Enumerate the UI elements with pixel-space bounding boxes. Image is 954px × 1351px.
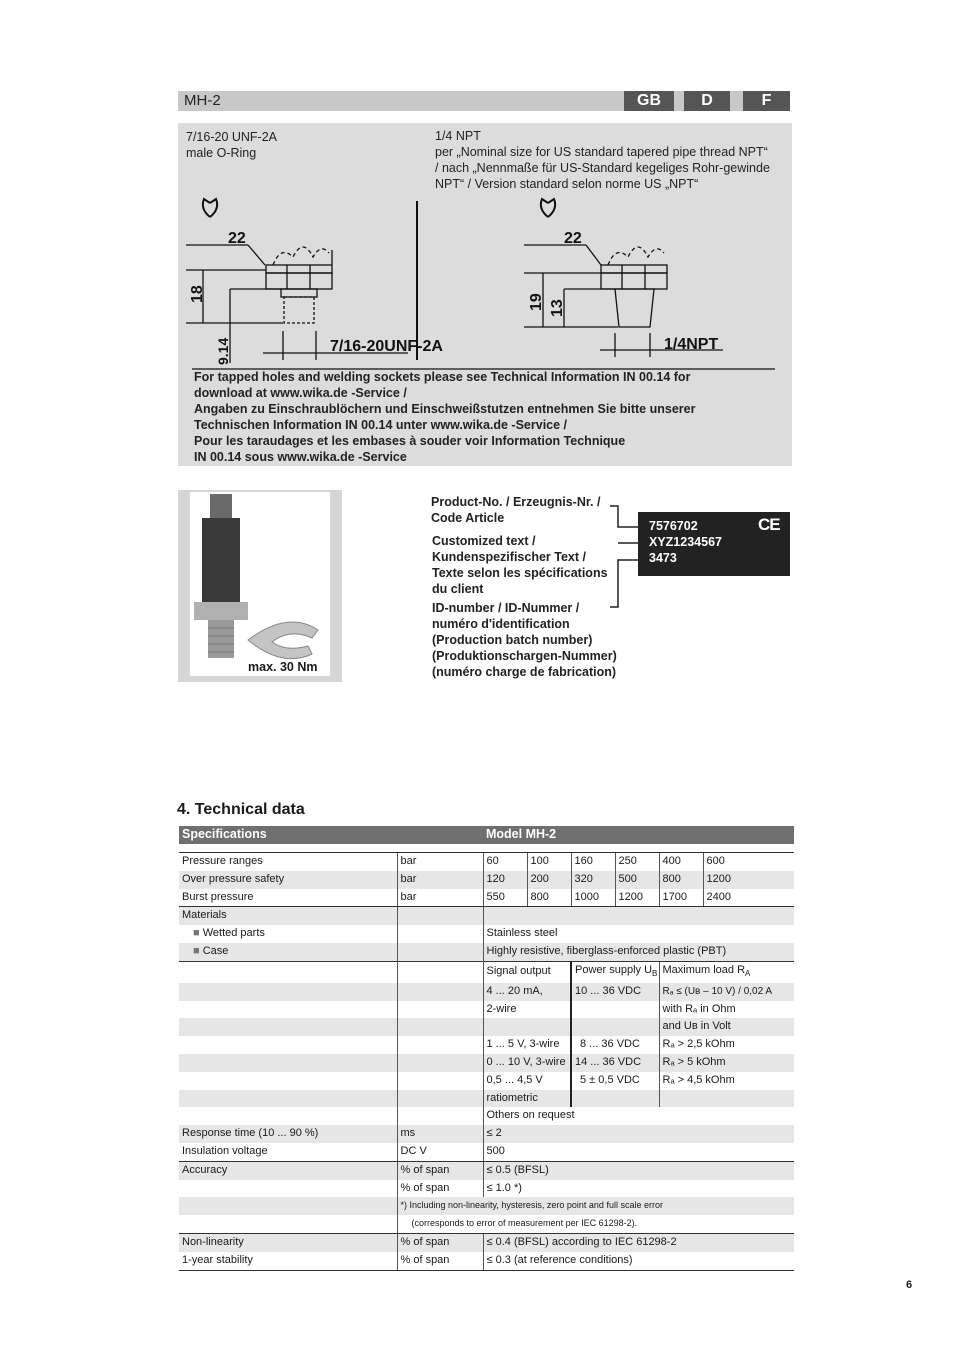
cell: ≤ 0.3 (at reference conditions) — [483, 1252, 794, 1270]
left-thread-length-dim: 9.14 — [215, 337, 231, 365]
page-number: 6 — [906, 1279, 913, 1291]
right-connection-line: NPT“ / Version standard selon norme US „NPT“ — [435, 177, 699, 191]
table-row — [179, 853, 794, 871]
table-row — [179, 1233, 794, 1251]
lang-tab-gb[interactable]: GB — [624, 91, 674, 111]
cell: 60 — [483, 853, 527, 871]
table-row — [179, 961, 794, 982]
row-label: Over pressure safety — [179, 871, 397, 889]
callout-line: (numéro charge de fabrication) — [432, 665, 617, 679]
cell: 8 ... 36 VDC — [571, 1036, 659, 1054]
callout-line: Customized text / — [432, 534, 536, 548]
row-label: Response time (10 ... 90 %) — [179, 1125, 397, 1143]
signal-output-header: Signal output — [483, 961, 571, 982]
cell — [571, 1090, 659, 1108]
table-row — [179, 907, 794, 925]
left-connection-line: male O-Ring — [186, 146, 257, 160]
cell — [571, 1018, 659, 1036]
right-connection-text — [435, 128, 770, 192]
page-title: MH-2 — [184, 92, 221, 109]
cell: Rₐ > 4,5 kOhm — [659, 1072, 794, 1090]
callout-line: Product-No. / Erzeugnis-Nr. / — [431, 495, 601, 509]
power-supply-header — [571, 961, 659, 982]
cell: 320 — [571, 871, 615, 889]
table-row — [179, 1215, 794, 1233]
cell: 1200 — [615, 889, 659, 907]
label-id-number: 3473 — [649, 551, 677, 565]
section-title: 4. Technical data — [177, 801, 305, 818]
right-thread-length-dim: 13 — [549, 299, 566, 317]
left-connection-line: 7/16-20 UNF-2A — [186, 130, 278, 144]
left-connection-text — [186, 129, 277, 161]
callout-customized-text — [432, 533, 608, 597]
row-label: Accuracy — [179, 1161, 397, 1179]
cell: 2-wire — [483, 1001, 571, 1019]
callout-leader-lines — [608, 500, 640, 612]
cell: Others on request — [483, 1107, 794, 1125]
power-supply-header-text: Power supply U — [575, 963, 653, 976]
cell: ≤ 0.4 (BFSL) according to IEC 61298-2 — [483, 1233, 794, 1251]
table-row — [179, 1197, 794, 1215]
cell: 550 — [483, 889, 527, 907]
row-label: ■ Case — [179, 943, 397, 961]
footnote: (corresponds to error of measurement per IEC 61298-2). — [397, 1215, 794, 1233]
row-label: Insulation voltage — [179, 1143, 397, 1161]
row-label: Pressure ranges — [179, 853, 397, 871]
table-header-row — [179, 826, 794, 844]
cell: Rₐ > 2,5 kOhm — [659, 1036, 794, 1054]
table-row — [179, 983, 794, 1001]
max-load-header-text: Maximum load R — [662, 963, 746, 976]
row-unit: % of span — [397, 1252, 483, 1270]
table-row — [179, 943, 794, 961]
right-height-dim: 19 — [528, 293, 545, 311]
note-line: Angaben zu Einschraublöchern und Einschweißstutzen entnehmen Sie bitte unserer — [194, 402, 696, 416]
note-line: For tapped holes and welding sockets please see Technical Information IN 00.14 for — [194, 370, 691, 384]
callout-line: (Produktionschargen-Nummer) — [432, 649, 617, 663]
table-row — [179, 1018, 794, 1036]
cell: 4 ... 20 mA, — [483, 983, 571, 1001]
right-connection-line: 1/4 NPT — [435, 129, 481, 143]
tapped-holes-note — [194, 369, 695, 465]
cell: Rₐ ≤ (Uʙ – 10 V) / 0,02 A — [659, 983, 794, 1001]
table-row — [179, 889, 794, 907]
header-model: Model MH-2 — [483, 826, 794, 844]
specifications-table — [179, 826, 794, 1271]
max-load-header — [659, 961, 794, 982]
cell: 10 ... 36 VDC — [571, 983, 659, 1001]
callout-id-number — [432, 600, 617, 680]
cell: 1200 — [703, 871, 794, 889]
right-wrench-size: 22 — [564, 230, 582, 247]
left-thread-label: 7/16-20UNF-2A — [330, 338, 443, 355]
cell: 14 ... 36 VDC — [571, 1054, 659, 1072]
cell: ≤ 1.0 *) — [483, 1180, 794, 1198]
table-row — [179, 1180, 794, 1198]
cell: 120 — [483, 871, 527, 889]
cell: 800 — [527, 889, 571, 907]
left-wrench-size: 22 — [228, 230, 246, 247]
table-row — [179, 1054, 794, 1072]
row-label: ■ Wetted parts — [193, 927, 265, 940]
callout-line: Texte selon les spécifications — [432, 566, 608, 580]
footnote: *) Including non-linearity, hysteresis, zero point and full scale error — [397, 1197, 794, 1215]
cell: Stainless steel — [483, 925, 794, 943]
cell: 400 — [659, 853, 703, 871]
cell: 1700 — [659, 889, 703, 907]
row-unit: % of span — [397, 1233, 483, 1251]
label-customized-text: XYZ1234567 — [649, 535, 722, 549]
cell: 800 — [659, 871, 703, 889]
row-unit: % of span — [397, 1161, 483, 1179]
product-label-text — [649, 518, 722, 566]
callout-product-no — [431, 494, 600, 526]
callout-line: ID-number / ID-Nummer / — [432, 601, 580, 615]
cell: and Uʙ in Volt — [659, 1018, 794, 1036]
ce-mark-icon: CE — [758, 515, 780, 534]
callout-line: numéro d'identification — [432, 617, 570, 631]
cell: 2400 — [703, 889, 794, 907]
lang-tab-f[interactable]: F — [743, 91, 790, 111]
cell — [483, 1018, 571, 1036]
cell: 1 ... 5 V, 3-wire — [483, 1036, 571, 1054]
right-thread-label: 1/4NPT — [664, 336, 719, 353]
row-label: 1-year stability — [179, 1252, 397, 1270]
cell: 0 ... 10 V, 3-wire — [483, 1054, 571, 1072]
row-label-text: Wetted parts — [202, 927, 265, 940]
cell: Highly resistive, fiberglass-enforced plastic (PBT) — [483, 943, 794, 961]
table-row — [179, 1143, 794, 1161]
cell: 100 — [527, 853, 571, 871]
row-label: Materials — [179, 907, 397, 925]
cell — [571, 1001, 659, 1019]
cell: 250 — [615, 853, 659, 871]
cell: with Rₐ in Ohm — [659, 1001, 794, 1019]
cell: 500 — [483, 1143, 794, 1161]
cell: Rₐ > 5 kOhm — [659, 1054, 794, 1072]
lang-tab-d[interactable]: D — [684, 91, 730, 111]
table-row — [179, 1161, 794, 1179]
callout-line: (Production batch number) — [432, 633, 593, 647]
table-row — [179, 1252, 794, 1270]
torque-label: max. 30 Nm — [248, 660, 318, 674]
max-load-subscript: A — [745, 968, 751, 978]
table-row — [179, 925, 794, 943]
right-connection-line: / nach „Nennmaße für US-Standard kegeliges Rohr-gewinde — [435, 161, 770, 175]
cell: ≤ 2 — [483, 1125, 794, 1143]
cell: 500 — [615, 871, 659, 889]
right-connection-line: per „Nominal size for US standard tapered pipe thread NPT“ — [435, 145, 768, 159]
cell: 600 — [703, 853, 794, 871]
note-line: download at www.wika.de -Service / — [194, 386, 407, 400]
row-unit: bar — [397, 853, 483, 871]
header-specifications: Specifications — [179, 826, 483, 844]
label-product-no: 7576702 — [649, 519, 698, 533]
cell: 200 — [527, 871, 571, 889]
table-row — [179, 1072, 794, 1090]
table-row — [179, 1001, 794, 1019]
row-label: Burst pressure — [179, 889, 397, 907]
table-row — [179, 1125, 794, 1143]
power-supply-subscript: B — [652, 968, 658, 978]
note-line: Pour les taraudages et les embases à souder voir Information Technique — [194, 434, 626, 448]
left-height-dim: 18 — [189, 285, 206, 303]
callout-line: Code Article — [431, 511, 505, 525]
row-label-text: Case — [202, 944, 229, 957]
note-line: Technischen Information IN 00.14 unter www.wika.de -Service / — [194, 418, 568, 432]
cell: ratiometric — [483, 1090, 571, 1108]
note-line: IN 00.14 sous www.wika.de -Service — [194, 450, 407, 464]
transmitter-image — [190, 492, 330, 676]
table-row — [179, 1036, 794, 1054]
table-row — [179, 871, 794, 889]
dimension-drawings — [178, 195, 792, 370]
row-label: Non-linearity — [179, 1233, 397, 1251]
cell: 1000 — [571, 889, 615, 907]
callout-line: du client — [432, 582, 484, 596]
cell: 5 ± 0,5 VDC — [571, 1072, 659, 1090]
table-row — [179, 1107, 794, 1125]
cell: 0,5 ... 4,5 V — [483, 1072, 571, 1090]
callout-line: Kundenspezifischer Text / — [432, 550, 586, 564]
row-unit: % of span — [397, 1180, 483, 1198]
cell: ≤ 0.5 (BFSL) — [483, 1161, 794, 1179]
cell: 160 — [571, 853, 615, 871]
row-unit: DC V — [397, 1143, 483, 1161]
row-unit: ms — [397, 1125, 483, 1143]
table-row — [179, 1090, 794, 1108]
cell — [659, 1090, 794, 1108]
row-unit: bar — [397, 871, 483, 889]
row-unit: bar — [397, 889, 483, 907]
